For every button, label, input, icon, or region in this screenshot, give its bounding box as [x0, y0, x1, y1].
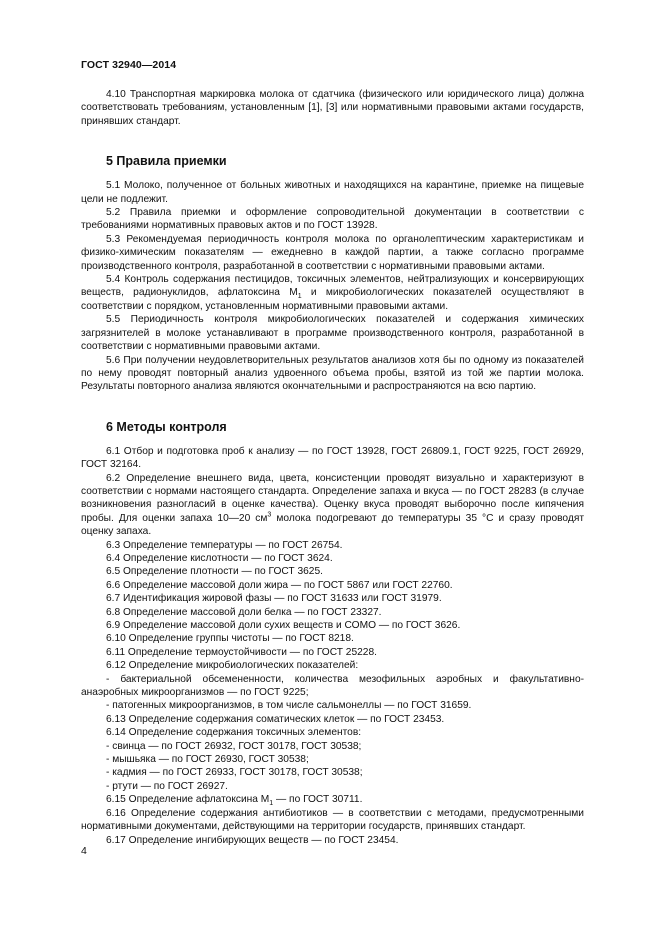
paragraph-6-16: 6.16 Определение содержания антибиотиков — в соответствии с методами, предусмотренными нормативными документами, действующими на территории государств, принявших стандарт.	[81, 807, 584, 833]
paragraph-6-6: 6.6 Определение массовой доли жира — по ГОСТ 5867 или ГОСТ 22760.	[106, 579, 453, 591]
paragraph-6-2-text-a: 6.2 Определение внешнего вида, цвета, консистенции проводят визуально и характеризуют в соответствии с нормами настоящего стандарта. Определение запаха и вкуса — по ГОСТ 28283 (в случае возникновения разногласий в оценке качества). Оценку вкуса проводят выборочно после кипячения пробы. Для оценки запаха 10—20 см	[81, 472, 584, 524]
paragraph-5-2: 5.2 Правила приемки и оформление сопроводительной документации в соответствии с требованиями нормативных правовых актов и по ГОСТ 13928.	[81, 207, 584, 232]
section-heading-5: 5 Правила приемки	[106, 154, 227, 169]
paragraph-6-12: 6.12 Определение микробиологических показателей:	[106, 660, 359, 672]
paragraph-6-15	[81, 793, 584, 806]
list-item-6-14-1: - свинца — по ГОСТ 26932, ГОСТ 30178, ГОСТ 30538;	[106, 740, 362, 752]
paragraph-6-14: 6.14 Определение содержания токсичных элементов:	[106, 727, 362, 739]
paragraph-6-2-superscript: 3	[267, 511, 272, 519]
list-item-6-14-4: - ртути — по ГОСТ 26927.	[106, 780, 228, 792]
paragraph-6-5: 6.5 Определение плотности — по ГОСТ 3625.	[106, 566, 323, 578]
paragraph-5-4-text-a: 5.4 Контроль содержания пестицидов, токсичных элементов, нейтрализующих и консервирующих веществ, радионуклидов, афлатоксина М	[81, 274, 584, 299]
paragraph-5-4-text-b: и микробиологических показателей осуществляют в соответствии с порядком, установленным нормативными правовыми актами.	[81, 287, 584, 312]
list-item-6-12-1: - бактериальной обсемененности, количества мезофильных аэробных и факультативно-анаэробных микроорганизмов — по ГОСТ 9225;	[81, 673, 584, 699]
paragraph-5-1: 5.1 Молоко, полученное от больных животных и находящихся на карантине, приемке на пищевые цели не подлежит.	[81, 180, 584, 205]
paragraph-6-15-text-a: 6.15 Определение афлатоксина М	[106, 794, 270, 806]
list-item-6-14-2: - мышьяка — по ГОСТ 26930, ГОСТ 30538;	[106, 754, 309, 766]
paragraph-5-4-subscript: 1	[297, 293, 302, 301]
paragraph-6-1: 6.1 Отбор и подготовка проб к анализу — по ГОСТ 13928, ГОСТ 26809.1, ГОСТ 9225, ГОСТ 26929, ГОСТ 32164.	[81, 445, 584, 471]
paragraph-5-4	[81, 273, 584, 313]
paragraph-6-17: 6.17 Определение ингибирующих веществ — по ГОСТ 23454.	[106, 834, 399, 846]
paragraph-6-10: 6.10 Определение группы чистоты — по ГОСТ 8218.	[106, 633, 354, 645]
paragraph-6-3: 6.3 Определение температуры — по ГОСТ 26754.	[106, 539, 343, 551]
paragraph-6-7: 6.7 Идентификация жировой фазы — по ГОСТ 31633 или ГОСТ 31979.	[106, 593, 442, 605]
paragraph-6-2-text-b: молока подогревают до температуры 35 °С и сразу проводят оценку запаха.	[81, 512, 584, 538]
paragraph-6-9: 6.9 Определение массовой доли сухих веществ и СОМО — по ГОСТ 3626.	[106, 620, 461, 631]
page-number: 4	[81, 845, 87, 857]
section-heading-6: 6 Методы контроля	[106, 419, 227, 434]
paragraph-5-3: 5.3 Рекомендуемая периодичность контроля молока по органолептическим характеристикам и физико-химическим показателям — ежедневно в каждой партии, а также согласно программе производственного контроля, разработанной в соответствии с нормативными правовыми актами.	[81, 233, 584, 272]
list-item-6-12-2: - патогенных микроорганизмов, в том числе сальмонеллы — по ГОСТ 31659.	[106, 700, 472, 712]
paragraph-6-15-text-b: — по ГОСТ 30711.	[273, 794, 363, 806]
paragraph-6-2	[81, 472, 584, 539]
paragraph-5-5: 5.5 Периодичность контроля микробиологических показателей и содержания химических загрязнителей в молоке устанавливают в программе производственного контроля, разработанной в соответствии с нормативными правовыми актами.	[81, 314, 584, 353]
paragraph-6-8: 6.8 Определение массовой доли белка — по ГОСТ 23327.	[106, 606, 382, 618]
paragraph-6-11: 6.11 Определение термоустойчивости — по ГОСТ 25228.	[106, 646, 377, 658]
paragraph-6-4: 6.4 Определение кислотности — по ГОСТ 3624.	[106, 552, 333, 564]
paragraph-5-6: 5.6 При получении неудовлетворительных результатов анализов хотя бы по одному из показателей по нему проводят повторный анализ удвоенного объема пробы, взятой из той же партии молока. Результаты повторного анализа являются окончательными и распространяются на всю партию.	[81, 354, 584, 393]
list-item-6-14-3: - кадмия — по ГОСТ 26933, ГОСТ 30178, ГОСТ 30538;	[106, 767, 363, 779]
paragraph-4-10: 4.10 Транспортная маркировка молока от сдатчика (физического или юридического лица) должна соответствовать требованиям, установленным [1], [3] или нормативными правовыми актами государств, принявших стандарт.	[81, 89, 584, 127]
paragraph-6-13: 6.13 Определение содержания соматических клеток — по ГОСТ 23453.	[106, 713, 445, 725]
standard-header: ГОСТ 32940—2014	[81, 59, 177, 71]
page-content	[81, 88, 584, 847]
paragraph-6-15-subscript: 1	[269, 800, 274, 808]
